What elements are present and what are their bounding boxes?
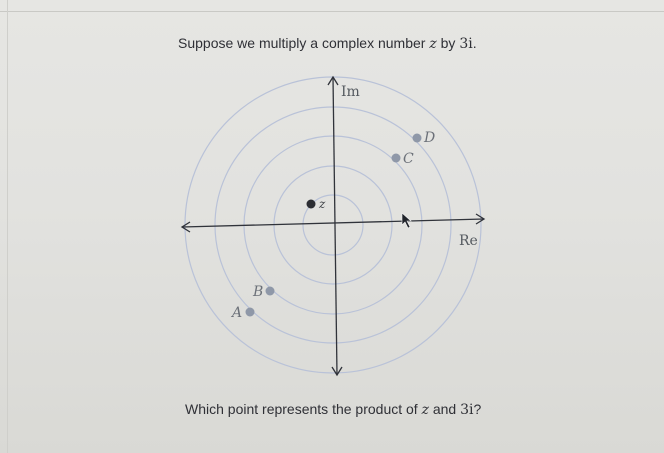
real-axis — [182, 214, 484, 232]
point-b[interactable] — [252, 284, 275, 300]
point-a[interactable] — [230, 305, 255, 321]
question-middle: by — [436, 35, 460, 51]
question-prefix: Suppose we multiply a complex number — [178, 35, 430, 51]
point-d-marker[interactable] — [413, 134, 422, 143]
point-a-marker[interactable] — [246, 308, 255, 317]
prompt-suffix: ? — [473, 401, 482, 417]
prompt-variable: z — [421, 402, 429, 418]
prompt-text — [185, 401, 481, 418]
question-variable: z — [429, 36, 437, 52]
prompt-factor: 3i — [460, 402, 474, 418]
point-z-label: z — [319, 197, 326, 211]
prompt-prefix: Which point represents the product of — [185, 401, 422, 417]
point-c-marker[interactable] — [392, 154, 401, 163]
point-b-marker[interactable] — [266, 287, 275, 296]
mouse-cursor-icon — [402, 213, 411, 228]
point-a-label: A — [232, 305, 243, 321]
question-factor: 3i — [459, 36, 473, 52]
real-axis-label: Re — [459, 233, 478, 249]
imaginary-axis-label: Im — [341, 84, 360, 100]
point-d[interactable] — [413, 130, 436, 146]
imaginary-axis — [328, 77, 342, 375]
point-c-label: C — [403, 151, 414, 167]
point-z-marker[interactable] — [307, 200, 316, 209]
point-c[interactable] — [392, 151, 415, 167]
point-b-label: B — [253, 284, 264, 300]
circle-2 — [274, 166, 392, 284]
point-d-label: D — [424, 130, 436, 146]
point-z[interactable] — [307, 197, 327, 211]
prompt-middle: and — [428, 401, 461, 417]
question-suffix: . — [472, 35, 477, 51]
